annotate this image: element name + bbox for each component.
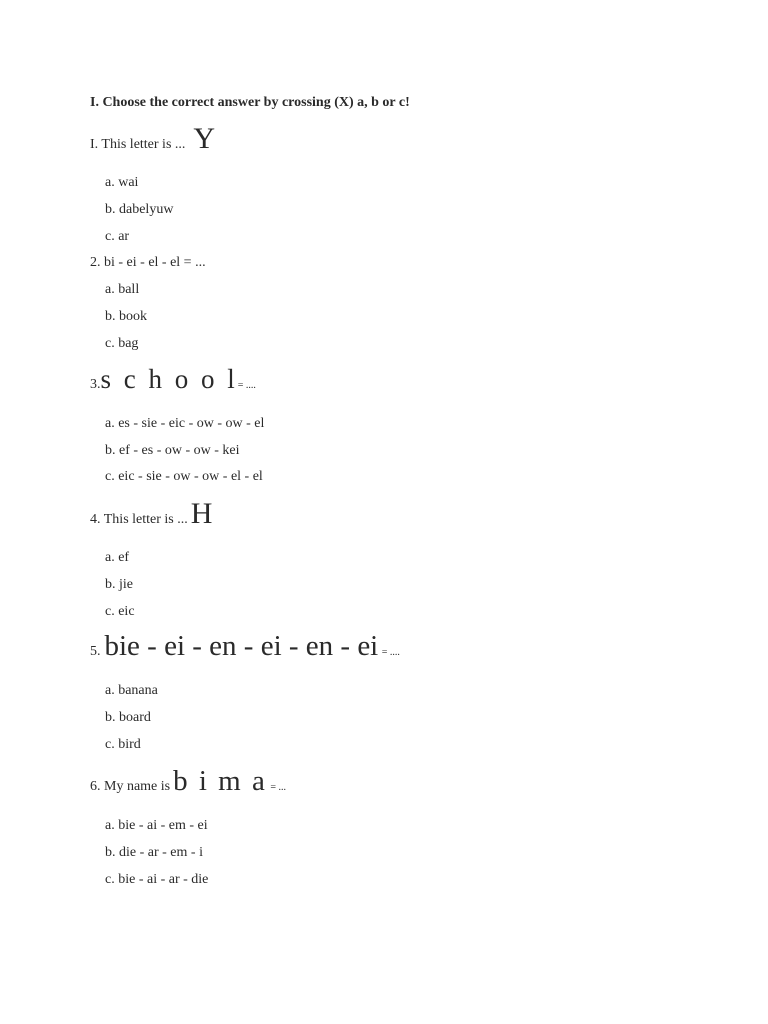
- question-6-suffix: = ...: [270, 782, 286, 793]
- question-4: [90, 499, 212, 529]
- question-1-option-a[interactable]: a. wai: [105, 175, 139, 190]
- question-4-option-c[interactable]: c. eic: [105, 604, 135, 619]
- question-6-option-a[interactable]: a. bie - ai - em - ei: [105, 818, 208, 833]
- question-5-suffix: = ....: [381, 647, 400, 658]
- question-2-option-b[interactable]: b. book: [105, 309, 147, 324]
- question-3-option-a[interactable]: a. es - sie - eic - ow - ow - el: [105, 416, 265, 431]
- question-3-suffix: = ....: [237, 380, 256, 391]
- question-3: [90, 366, 256, 393]
- question-2-option-a[interactable]: a. ball: [105, 282, 140, 297]
- question-6: [90, 767, 286, 796]
- question-3-word: s c h o o l: [100, 364, 238, 394]
- question-3-option-c[interactable]: c. eic - sie - ow - ow - el - el: [105, 469, 263, 484]
- question-1-prefix: I. This letter is ...: [90, 137, 186, 152]
- question-5: [90, 632, 400, 661]
- question-1-letter: Y: [193, 122, 216, 155]
- question-1-option-c[interactable]: c. ar: [105, 229, 130, 244]
- question-6-name: b i m a: [173, 765, 267, 797]
- question-6-prefix: 6. My name is: [90, 779, 171, 794]
- question-5-option-a[interactable]: a. banana: [105, 683, 158, 698]
- question-1: [90, 124, 215, 154]
- question-5-prefix: 5.: [90, 644, 101, 659]
- question-6-option-c[interactable]: c. bie - ai - ar - die: [105, 872, 209, 887]
- question-4-letter: H: [190, 497, 213, 530]
- question-5-option-b[interactable]: b. board: [105, 710, 151, 725]
- question-2-option-c[interactable]: c. bag: [105, 336, 139, 351]
- instruction-heading: I. Choose the correct answer by crossing (X) a, b or c!: [90, 95, 410, 110]
- question-4-prefix: 4. This letter is ...: [90, 512, 188, 527]
- question-3-option-b[interactable]: b. ef - es - ow - ow - kei: [105, 443, 240, 458]
- question-2: 2. bi - ei - el - el = ...: [90, 255, 206, 270]
- question-1-option-b[interactable]: b. dabelyuw: [105, 202, 174, 217]
- question-4-option-b[interactable]: b. jie: [105, 577, 133, 592]
- question-5-option-c[interactable]: c. bird: [105, 737, 141, 752]
- question-6-option-b[interactable]: b. die - ar - em - i: [105, 845, 203, 860]
- question-3-prefix: 3.: [90, 377, 101, 392]
- question-4-option-a[interactable]: a. ef: [105, 550, 130, 565]
- question-5-spelling: bie - ei - en - ei - en - ei: [104, 630, 379, 662]
